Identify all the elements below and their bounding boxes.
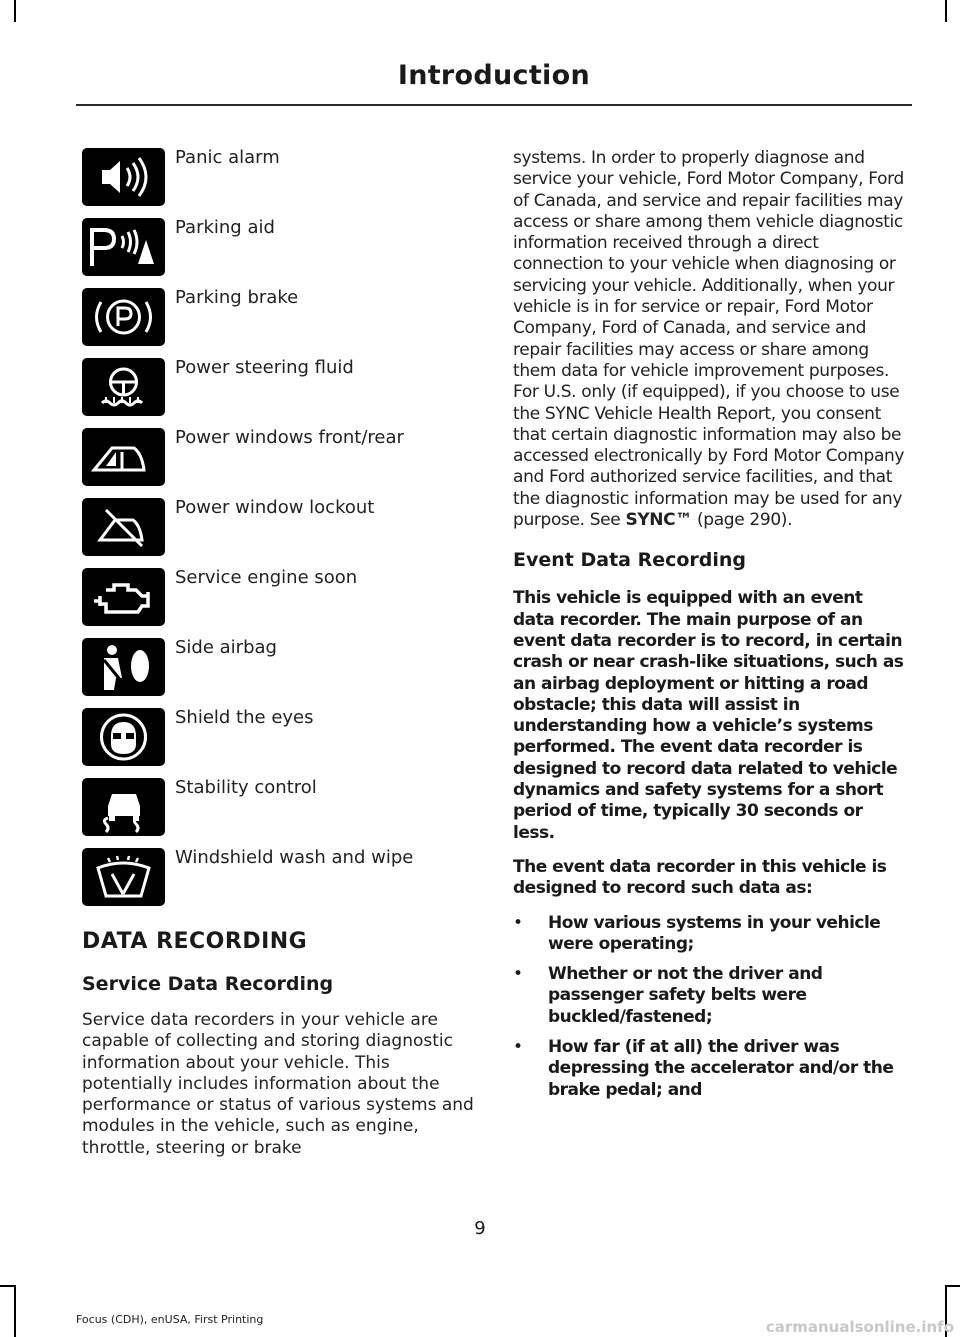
recorded-data-list [513,913,909,1101]
subheading-event-data: Event Data Recording [513,549,747,572]
symbol-label: Power steering fluid [175,357,354,378]
paragraph-diagnostics [513,148,909,531]
symbol-row [82,356,482,426]
symbol-row [82,706,482,776]
parking-brake-icon [82,288,165,346]
footer-edition: Focus (CDH), enUSA, First Printing [76,1313,264,1326]
power-window-icon [82,428,165,486]
side-airbag-icon [82,638,165,696]
symbol-label: Shield the eyes [175,707,314,728]
engine-icon [82,568,165,626]
header-divider [76,104,912,106]
eye-protection-icon [82,708,165,766]
symbol-row [82,636,482,706]
symbol-row [82,776,482,846]
horn-icon [82,148,165,206]
paragraph-service-data: Service data recorders in your vehicle are capable of collecting and storing diagnostic information about your vehicle. This potentially includes information about the performance or status of various systems and modules in the vehicle, such as engine, throttle, steering or brake [82,1010,474,1158]
symbol-row [82,846,482,916]
crop-mark-top-right [945,0,947,22]
symbol-label: Side airbag [175,637,277,658]
list-item [513,1037,909,1101]
right-column [513,148,909,1110]
list-item [513,964,909,1028]
symbol-glossary-list [82,146,482,916]
list-item [513,913,909,956]
subheading-service-data: Service Data Recording [82,973,334,995]
list-item-text: How far (if at all) the driver was depressing the accelerator and/or the brake pedal; and [548,1036,894,1100]
crop-mark-top-left [14,0,16,22]
symbol-row [82,426,482,496]
list-item-text: Whether or not the driver and passenger safety belts were buckled/fastened; [548,964,823,1027]
symbol-label: Panic alarm [175,147,280,168]
watermark: carmanualsonline.info [765,1318,954,1336]
paragraph-event-data-2: The event data recorder in this vehicle is designed to record such data as: [513,856,887,899]
symbol-label: Parking aid [175,217,275,238]
symbol-label: Parking brake [175,287,299,308]
symbol-row [82,496,482,566]
xref-page: (page 290). [691,510,793,531]
left-column [82,928,477,1159]
bullet: • [513,912,523,933]
symbol-label: Service engine soon [175,567,358,588]
symbol-label: Stability control [175,777,317,798]
list-item-text: How various systems in your vehicle were operating; [548,912,881,954]
symbol-row [82,286,482,356]
bullet: • [513,964,523,985]
crop-mark-bottom-left [14,1285,16,1337]
paragraph-diagnostics-text: systems. In order to properly diagnose and service your vehicle, Ford Motor Company, Ford of Canada, and service and repair facilities may access or share among them vehicle diagnostic information received through a direct connection to your vehicle when diagnosing or servicing your vehicle. Additionally, when your vehicle is in for service or repair, Ford Motor Company, Ford of Canada, and service and repair facilities may access or share among them data for vehicle improvement purposes. For U.S. only (if equipped), if you choose to use the SYNC Vehicle Health Report, you consent that certain diagnostic information may also be accessed electronically by Ford Motor Company and Ford authorized service facilities, and that the diagnostic information may be used for any purpose. See [513,148,905,531]
windshield-washer-icon [82,848,165,906]
symbol-row [82,146,482,216]
symbol-row [82,566,482,636]
page-title: Introduction [397,60,590,91]
page-number: 9 [474,1218,486,1239]
section-heading: DATA RECORDING [82,929,308,954]
crop-mark-bottom-right-h [945,1285,960,1287]
symbol-label: Power window lockout [175,497,375,518]
symbol-label: Windshield wash and wipe [175,847,414,868]
crop-mark-bottom-left-h [0,1285,16,1287]
symbol-row [82,216,482,286]
bullet: • [513,1036,523,1057]
stability-control-icon [82,778,165,836]
symbol-label: Power windows front/rear [175,427,404,448]
xref-sync-link[interactable]: SYNC™ [625,510,692,531]
power-steering-fluid-icon [82,358,165,416]
paragraph-event-data-1: This vehicle is equipped with an event data recorder. The main purpose of an event data recorder is to record, in certain crash or near crash-like situations, such as an airbag deployment or hitting a road obstacle; this data will assist in understanding how a vehicle’s systems performed. The event data recorder is designed to record data related to vehicle dynamics and safety systems for a short period of time, typically 30 seconds or less. [513,588,904,843]
parking-aid-icon [82,218,165,276]
window-lockout-icon [82,498,165,556]
